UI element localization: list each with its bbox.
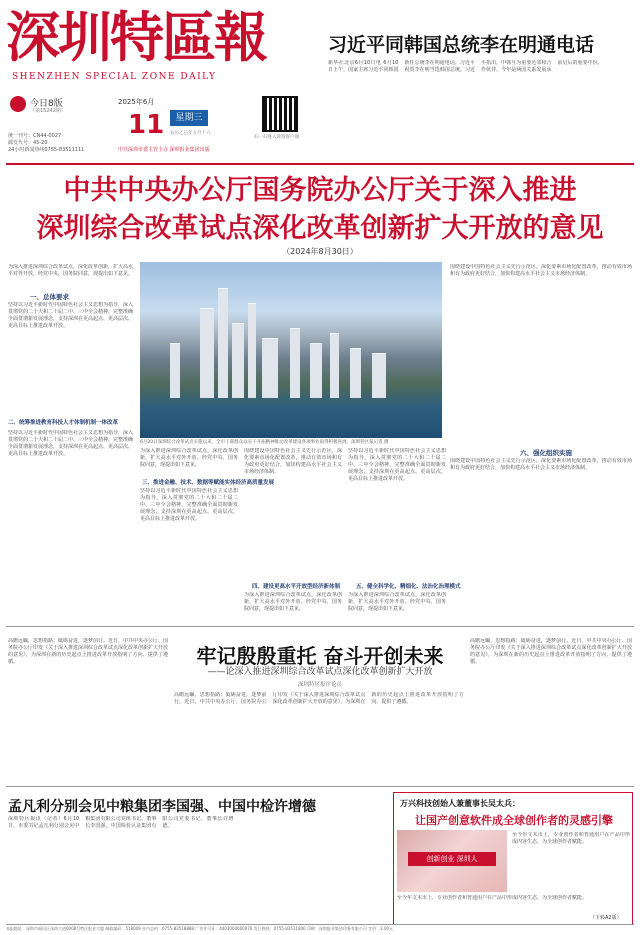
lead-right-text-2: 围绕建设中国特色社会主义先行示范区，深化要素市场化配置改革，推动有效市场和有为政府更好结合，加快构建高水平社会主义市场经济体制。 [450,458,632,471]
section-heading: 三、推进金融、技术、数据等赋能实体经济高质量发展 [142,480,275,486]
lead-middle-text-3: 围绕建设中国特色社会主义先行示范区，深化要素市场化配置改革，推动有效市场和有为政府更好结合，加快构建高水平社会主义市场经济体制。 [244,448,342,475]
lead-title-line2[interactable]: 深圳综合改革试点深化改革创新扩大开放的意见 [36,213,604,244]
top-story-text: 新华社北京6月10日电 6月10日上午，国家主席习近平同韩国新任总统李在明通电话。习近平祝贺李在明当选韩国总统。习近平指出，中韩互为重要近邻和合作伙伴。今年是两国关系发展承前启后的重要年份。 [328,60,603,73]
section-heading: 六、强化组织实施 [520,449,572,457]
editorial-text-col2: 高瞻远瞩，思想指路；砥砺奋进，逐梦前行。近日，中共中央办公厅、国务院办公厅印发《关于深入推进深圳综合改革试点深化改革创新扩大开放的意见》，为深圳在新的历史起点上推进改革开放指明了方向、提供了遵循。 [174,692,464,705]
editorial-subtitle: ——论深入推进深圳综合改革试点深化改革创新扩大开放 [207,667,433,677]
lead-middle-text-6: 为深入推进深圳综合改革试点，深化改革创新，扩大高水平对外开放，经党中央、国务院同意，现提出如下意见。 [348,592,446,612]
publisher-slogan: 中共深圳市委主管主办 深圳报业集团出版 [118,147,210,153]
divider [6,924,634,925]
feature-badge: 创新创业 深圳人 [408,852,496,866]
editorial-title[interactable]: 牢记殷殷重托 奋斗开创未来 [196,644,444,668]
news-text: 深圳特区报讯（记者）6月10日，市委书记孟凡利分别会见中粮集团有限公司党组书记、董事长李国强，中国检验认证集团有限公司党委书记、董事长许增德。 [8,816,234,829]
divider [6,786,634,787]
meta-line: 统一刊号：CN44-0027 [8,133,62,139]
section-heading: 五、健全科学化、精细化、法治化治理模式 [356,584,461,590]
date-year-month: 2025年6月 [118,98,155,106]
editorial-text-col1: 高瞻远瞩，思想指路；砥砺奋进，逐梦前行。近日，中共中央办公厅、国务院办公厅印发《关于深入推进深圳综合改革试点深化改革创新扩大开放的意见》，为深圳在新的历史起点上推进改革开放指明了方向、提供了遵循。 [8,638,168,665]
lead-title-line1[interactable]: 中共中央办公厅国务院办公厅关于深入推进 [63,175,577,206]
city-skyline-photo [140,262,442,438]
logo-icon [10,96,26,112]
divider [6,163,634,165]
meta-line: 24小时新闻热线0755-83511111 [8,147,85,153]
section-heading: 二、统筹推进教育科技人才体制机制一体改革 [8,420,119,426]
masthead-english-title: SHENZHEN SPECIAL ZONE DAILY [12,72,217,82]
photo-caption: 6月20日深圳综合改革试点实施以来，全市干部群众以实干开拓精神推动改革建设各项事业取得积极进展。深圳特区报记者 摄 [140,440,389,445]
weekday-badge: 星期三 [170,110,208,126]
qr-code-icon[interactable] [262,96,298,132]
publication-meta [8,133,116,154]
feature-title[interactable]: 让国产创意软件成全球创作者的灵感引擎 [415,814,613,827]
footer-info: 本报地址：深圳市福田区深南大道6008号特区报业大厦 邮政编码：518009 社内总机：0755-83518888 广告许可证：4403004000076 发行热线：0755-83511800 印刷：深圳报业集团印务有限公司 定价：2.00元 [6,926,394,931]
masthead-title: 深圳特區報 [6,6,266,68]
feature-text-2: 至今年文末市上，专业创作者和普通用户在产品中形成内容生态，为全球创作者赋能。 [397,895,587,901]
lead-middle-text: 为深入推进深圳综合改革试点，深化改革创新，扩大高水平对外开放，经党中央、国务院同意，现提出如下意见。 [140,448,238,468]
editorial-text-col3: 高瞻远瞩，思想指路；砥砺奋进，逐梦前行。近日，中共中央办公厅、国务院办公厅印发《关于深入推进深圳综合改革试点深化改革创新扩大开放的意见》，为深圳在新的历史起点上推进改革开放指明了方向、提供了遵循。 [470,638,632,665]
feature-kicker: 万兴科技创始人兼董事长吴太兵： [400,799,520,808]
feature-text: 至今年文末市上，专业创作者和普通用户在产品中形成内容生态，为全球创作者赋能。 [512,832,630,845]
section-heading: 四、建设更高水平开放型经济新体制 [252,584,341,590]
continue-note: （下转A2版） [590,915,622,921]
qr-caption: 扫一扫进入读特客户端 [254,135,299,140]
lead-left-text: 坚持以习近平新时代中国特色社会主义思想为指导，深入贯彻党的二十大和二十届二中、三中全会精神，完整准确全面贯彻新发展理念，支持深圳在更高起点、更高层次、更高目标上推进改革开放。 [8,430,133,457]
issue-number: （第15242期） [30,108,66,114]
lead-middle-text-4: 为深入推进深圳综合改革试点，深化改革创新，扩大高水平对外开放，经党中央、国务院同意，现提出如下意见。 [244,592,342,612]
news-title[interactable]: 孟凡利分别会见中粮集团李国强、中国中检许增德 [8,799,316,815]
lunar-date: 农历乙巳年五月十六 [170,131,211,136]
section-heading: 一、总体要求 [30,293,69,301]
lead-intro: 为深入推进深圳综合改革试点，深化改革创新，扩大高水平对外开放，经党中央、国务院同意，现提出如下意见。 [8,264,133,277]
pages-count: 今日8版 [30,99,63,109]
lead-right-text: 围绕建设中国特色社会主义先行示范区，深化要素市场化配置改革，推动有效市场和有为政府更好结合，加快构建高水平社会主义市场经济体制。 [450,264,632,277]
top-story-title[interactable]: 习近平同韩国总统李在明通电话 [328,34,595,56]
lead-middle-text-5: 坚持以习近平新时代中国特色社会主义思想为指导，深入贯彻党的二十大和二十届二中、三中全会精神，完整准确全面贯彻新发展理念，支持深圳在更高起点、更高层次、更高目标上推进改革开放。 [348,448,446,482]
lead-section1-text: 坚持以习近平新时代中国特色社会主义思想为指导，深入贯彻党的二十大和二十届二中、三中全会精神，完整准确全面贯彻新发展理念，支持深圳在更高起点、更高层次、更高目标上推进改革开放。 [8,302,133,329]
divider [6,626,634,627]
lead-middle-text-2: 坚持以习近平新时代中国特色社会主义思想为指导，深入贯彻党的二十大和二十届二中、三中全会精神，完整准确全面贯彻新发展理念，支持深圳在更高起点、更高层次、更高目标上推进改革开放。 [140,488,238,522]
date-day: 11 [128,110,165,140]
editorial-byline: 深圳特区报评论员 [297,682,342,688]
lead-date: （2024年8月30日） [282,247,358,256]
meta-line: 邮发代号：45-20 [8,140,48,146]
